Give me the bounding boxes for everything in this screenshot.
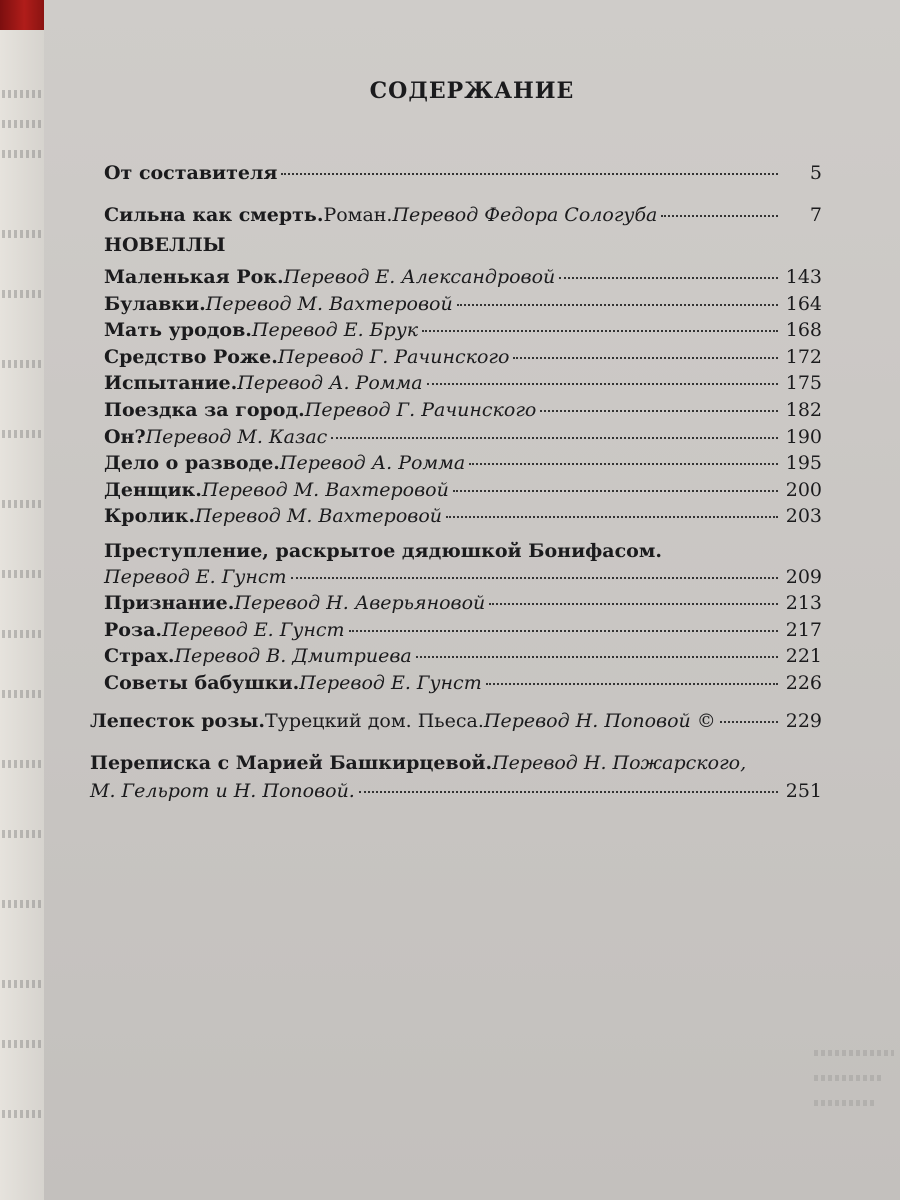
page-number: 143: [785, 266, 822, 288]
entry-translator: Перевод Е. Гунст: [104, 566, 287, 588]
leader-dots: [349, 630, 778, 632]
adjacent-page-strip: [0, 30, 44, 1200]
page-number: 229: [785, 710, 822, 732]
section-heading: НОВЕЛЛЫ: [104, 234, 226, 256]
page-title: СОДЕРЖАНИЕ: [369, 78, 575, 104]
leader-dots: [489, 603, 778, 605]
page-number: 195: [785, 452, 822, 475]
toc-entry[interactable]: [104, 452, 822, 474]
leader-dots: [720, 721, 778, 723]
entry-title: Денщик.: [104, 478, 202, 501]
entry-translator: Перевод Е. Гунст: [162, 618, 345, 641]
entry-translator: М. Гельрот и Н. Поповой.: [90, 780, 355, 802]
toc-entry[interactable]: [90, 710, 822, 732]
entry-title: Сильна как смерть.: [104, 204, 324, 226]
entry-title: Советы бабушки.: [104, 671, 300, 694]
entry-title: Переписка с Марией Башкирцевой.: [90, 752, 493, 774]
entry-title: Поездка за город.: [104, 399, 305, 421]
entry-genre: Роман.: [323, 204, 393, 226]
entry-title: Кролик.: [104, 505, 196, 528]
toc-entry[interactable]: [104, 645, 822, 667]
entry-translator: Перевод М. Казас: [145, 425, 328, 448]
entry-title: От составителя: [104, 162, 278, 184]
entry-translator: Перевод Г. Рачинского: [277, 345, 510, 368]
entry-title: Роза.: [104, 618, 163, 641]
entry-translator: Перевод М. Вахтеровой: [201, 478, 449, 501]
page-number: 172: [785, 345, 822, 368]
entry-title: Дело о разводе.: [104, 452, 280, 475]
toc-entry[interactable]: [104, 266, 822, 288]
entry-title: Лепесток розы.: [90, 710, 265, 732]
toc-entry[interactable]: [104, 505, 822, 527]
page-number: 213: [785, 592, 822, 614]
page-number: 7: [809, 204, 822, 226]
leader-dots: [331, 437, 778, 439]
leader-dots: [422, 330, 778, 332]
page-number: 175: [785, 372, 822, 395]
leader-dots: [513, 357, 778, 359]
toc-entry[interactable]: [104, 162, 822, 184]
leader-dots: [453, 490, 778, 492]
entry-translator: Перевод Е. Гунст: [299, 671, 482, 694]
leader-dots: [291, 577, 778, 579]
leader-dots: [540, 410, 778, 412]
page-number: 221: [785, 645, 822, 668]
page-number: 200: [785, 478, 822, 501]
page-number: 164: [785, 292, 822, 315]
entry-translator: Перевод Н. Пожарского,: [492, 752, 747, 774]
entry-translator: Перевод А. Ромма: [279, 452, 466, 475]
toc-entry[interactable]: [104, 619, 822, 641]
toc-entry[interactable]: [104, 540, 822, 562]
entry-title: Булавки.: [104, 292, 206, 315]
contents-page: [44, 0, 900, 1200]
entry-translator: Перевод Федора Сологуба: [392, 204, 658, 226]
entry-translator: Перевод Г. Рачинского: [304, 399, 537, 421]
entry-translator: Перевод А. Ромма: [237, 372, 423, 395]
leader-dots: [416, 656, 778, 658]
toc-entry[interactable]: [104, 204, 822, 226]
toc-entry[interactable]: [104, 479, 822, 501]
leader-dots: [359, 791, 778, 793]
entry-title: Признание.: [104, 592, 235, 614]
leader-dots: [559, 277, 778, 279]
entry-translator: Перевод Н. Поповой ©: [483, 710, 716, 732]
leader-dots: [469, 463, 778, 465]
page-number: 251: [785, 780, 822, 802]
leader-dots: [661, 215, 778, 217]
leader-dots: [281, 173, 778, 175]
entry-title: Преступление, раскрытое дядюшкой Бонифасом.: [104, 540, 662, 562]
leader-dots: [486, 683, 778, 685]
toc-entry-continuation[interactable]: [104, 566, 822, 588]
page-number: 226: [785, 671, 822, 694]
entry-title: Страх.: [104, 645, 175, 668]
toc-entry[interactable]: [104, 672, 822, 694]
entry-translator: Перевод Е. Александровой: [283, 266, 556, 288]
toc-entry[interactable]: [104, 293, 822, 315]
entry-translator: Перевод Е. Брук: [251, 319, 419, 342]
entry-title: Средство Роже.: [104, 345, 278, 368]
leader-dots: [427, 383, 778, 385]
entry-title: Испытание.: [104, 372, 238, 395]
toc-entry[interactable]: [104, 592, 822, 614]
entry-genre: Турецкий дом. Пьеса.: [264, 710, 484, 732]
page-number: 190: [785, 425, 822, 448]
toc-entry[interactable]: [104, 426, 822, 448]
entry-title: Он?: [104, 425, 146, 448]
page-number: 209: [785, 566, 822, 588]
page-number: 168: [785, 319, 822, 342]
toc-entry[interactable]: [104, 372, 822, 394]
page-number: 203: [785, 505, 822, 528]
page-number: 182: [785, 399, 822, 421]
toc-entry[interactable]: [104, 399, 822, 421]
entry-translator: Перевод М. Вахтеровой: [195, 505, 443, 528]
leader-dots: [446, 516, 778, 518]
entry-title: Мать уродов.: [104, 319, 252, 342]
entry-translator: Перевод Н. Аверьяновой: [234, 592, 486, 614]
entry-title: Маленькая Рок.: [104, 266, 284, 288]
leader-dots: [457, 304, 778, 306]
entry-translator: Перевод М. Вахтеровой: [205, 292, 453, 315]
toc-entry[interactable]: [90, 752, 822, 774]
page-number: 5: [809, 162, 822, 184]
toc-entry-continuation[interactable]: [90, 780, 822, 802]
page-number: 217: [785, 618, 822, 641]
toc-entry[interactable]: [104, 319, 822, 341]
entry-translator: Перевод В. Дмитриева: [174, 645, 412, 668]
toc-entry[interactable]: [104, 346, 822, 368]
